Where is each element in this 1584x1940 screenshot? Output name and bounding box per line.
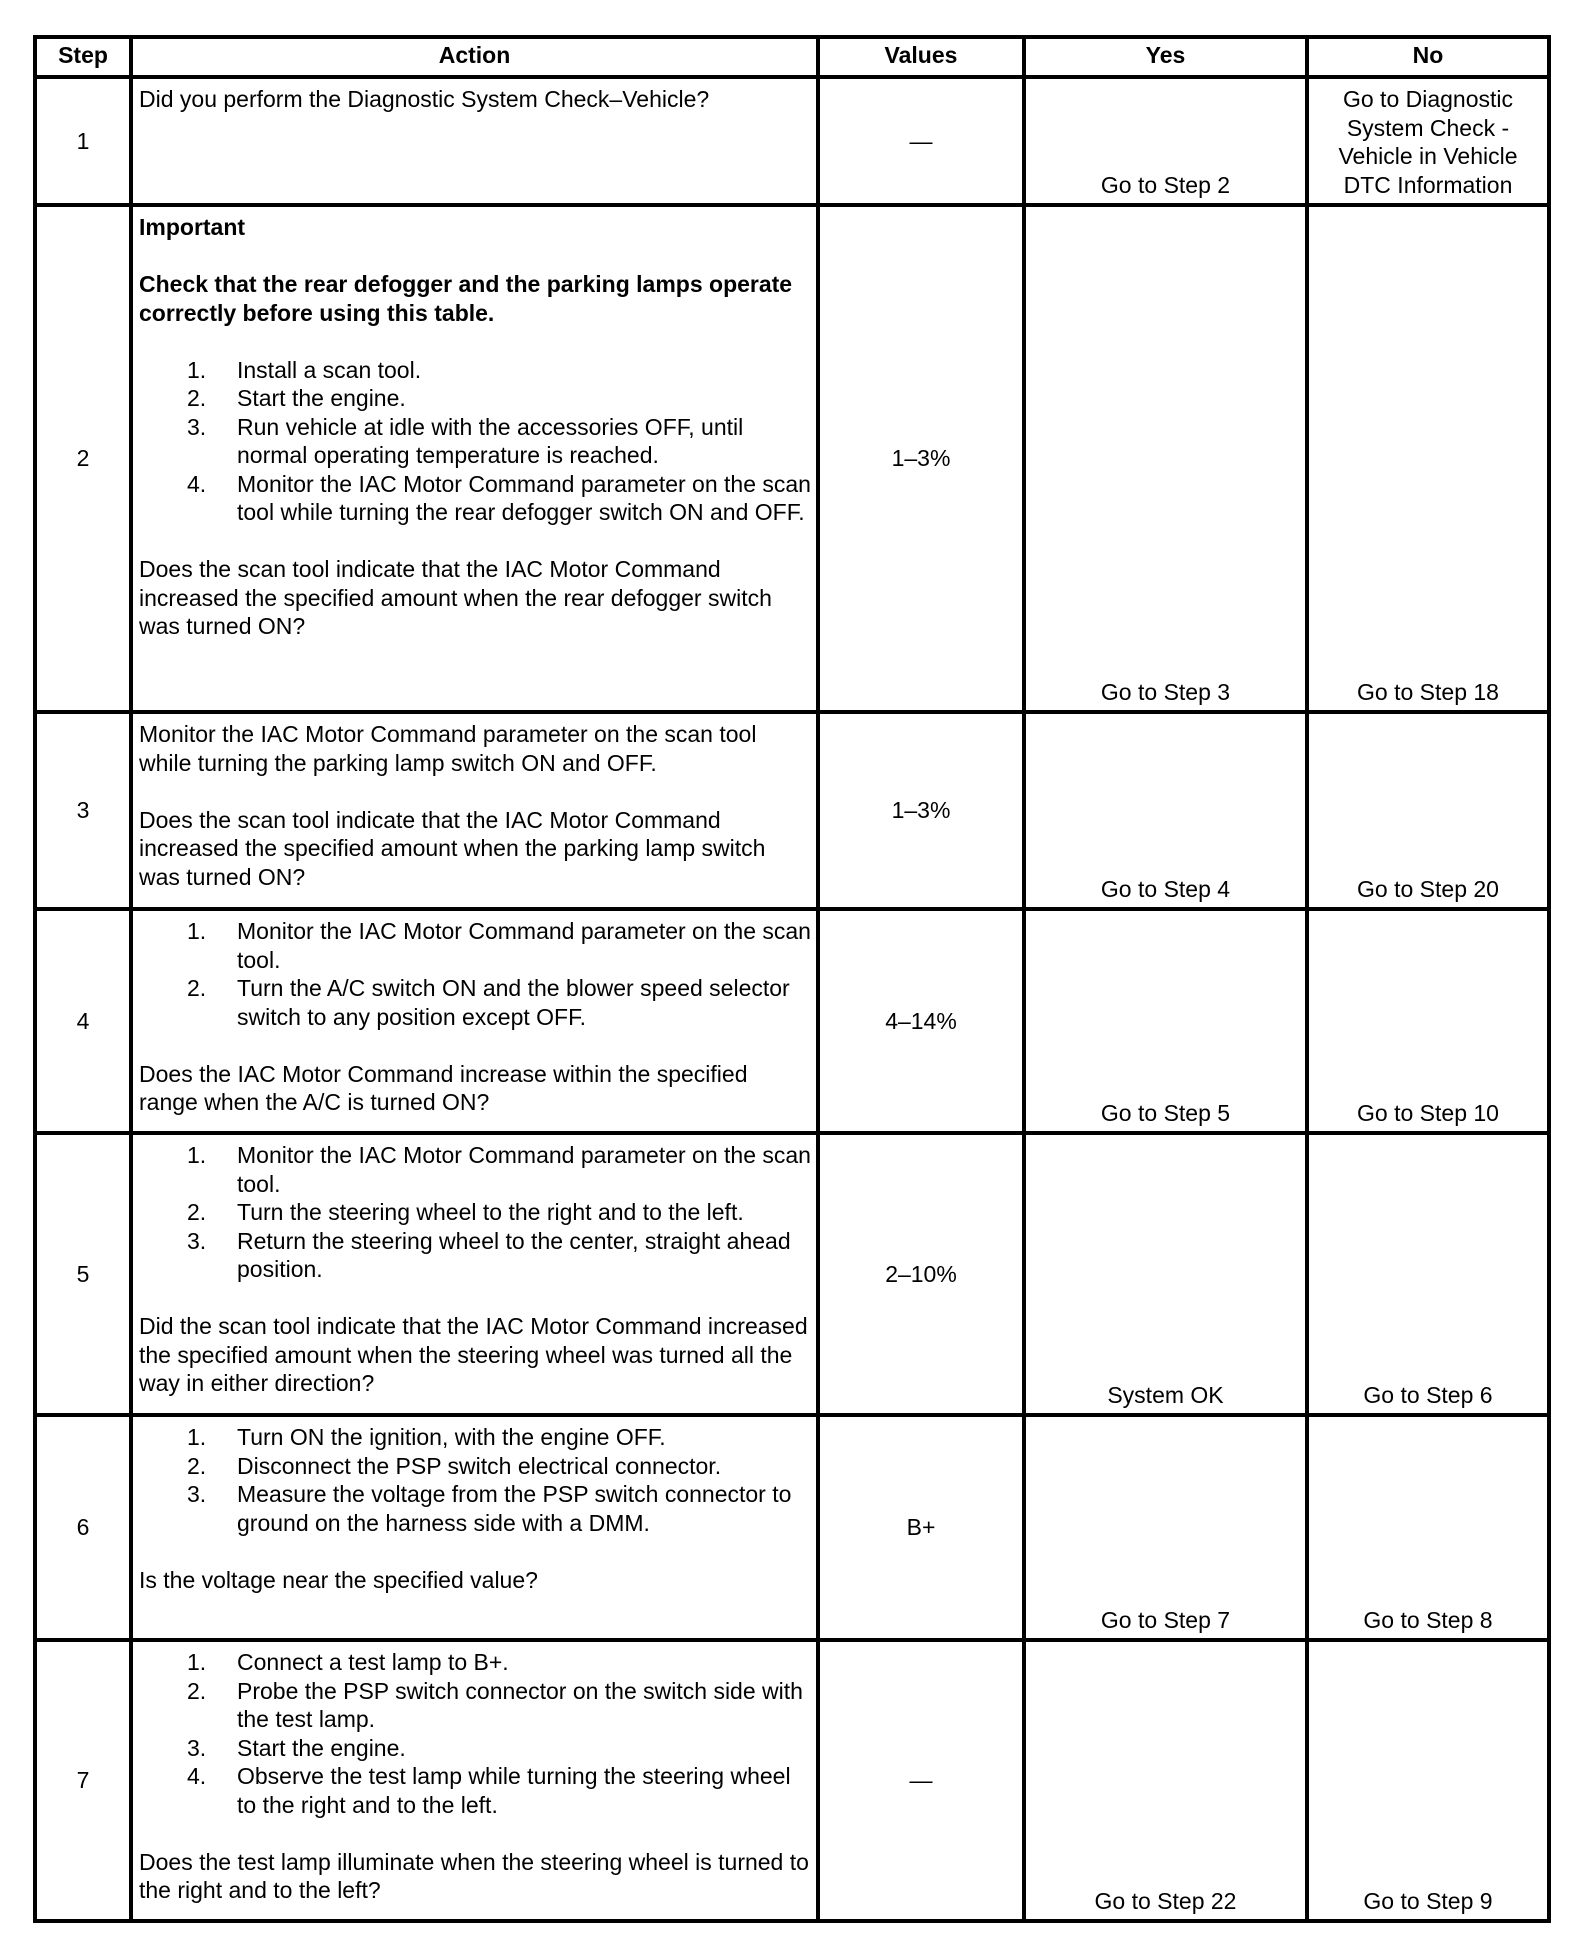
action-cell: [131, 909, 818, 1133]
list-number: 2.: [187, 1199, 207, 1225]
list-number: 4.: [187, 1763, 207, 1789]
diagnostic-table: [33, 35, 1551, 1923]
diagnostic-table-container: [33, 35, 1551, 1923]
list-number: 2.: [187, 385, 207, 411]
list-item: [139, 917, 812, 974]
list-number: 3.: [187, 413, 207, 440]
important-text: Check that the rear defogger and the parking lamps operate correctly before using this table.: [139, 271, 793, 326]
header-step: Step: [35, 37, 131, 77]
list-text: Run vehicle at idle with the accessories OFF, until normal operating temperature is reached.: [237, 413, 744, 468]
list-number: 3.: [187, 1481, 207, 1507]
action-cell: [131, 205, 818, 712]
yes-cell: Go to Step 22: [1024, 1640, 1307, 1921]
no-cell: Go to Step 9: [1307, 1640, 1549, 1921]
action-intro: Did you perform the Diagnostic System Check–Vehicle?: [139, 86, 710, 112]
list-text: Turn ON the ignition, with the engine OFF.: [237, 1424, 666, 1450]
list-item: [139, 1452, 812, 1481]
list-number: 1.: [187, 1424, 207, 1450]
yes-cell: Go to Step 2: [1024, 77, 1307, 205]
value-cell: 4–14%: [818, 909, 1024, 1133]
list-item: [139, 1141, 812, 1198]
list-number: 2.: [187, 1677, 207, 1704]
list-item: [139, 1480, 812, 1537]
list-number: 2.: [187, 1452, 207, 1479]
list-item: [139, 1677, 812, 1734]
action-question: Did the scan tool indicate that the IAC Motor Command increased the specified amount when the steering wheel was turned all the way in either direction?: [139, 1313, 808, 1396]
value-cell: —: [818, 1640, 1024, 1921]
list-item: [139, 1423, 812, 1452]
list-item: [139, 384, 812, 413]
header-values: Values: [818, 37, 1024, 77]
value-cell: —: [818, 77, 1024, 205]
yes-cell: Go to Step 5: [1024, 909, 1307, 1133]
list-text: Observe the test lamp while turning the steering wheel to the right and to the left.: [237, 1763, 791, 1818]
no-cell: Go to Step 10: [1307, 909, 1549, 1133]
list-item: [139, 974, 812, 1031]
action-question: Does the IAC Motor Command increase within the specified range when the A/C is turned ON?: [139, 1060, 748, 1115]
yes-cell: Go to Step 3: [1024, 205, 1307, 712]
value-cell: 1–3%: [818, 712, 1024, 909]
table-row: [35, 712, 1549, 909]
step-number: 2: [35, 205, 131, 712]
table-row: [35, 77, 1549, 205]
list-item: [139, 356, 812, 385]
table-row: [35, 1133, 1549, 1415]
yes-cell: Go to Step 4: [1024, 712, 1307, 909]
list-text: Disconnect the PSP switch electrical connector.: [237, 1452, 722, 1479]
list-item: [139, 1734, 812, 1763]
procedure-list: [139, 1141, 812, 1284]
yes-cell: System OK: [1024, 1133, 1307, 1415]
list-item: [139, 1762, 812, 1819]
no-cell: Go to Step 20: [1307, 712, 1549, 909]
list-item: [139, 470, 812, 527]
table-row: [35, 1640, 1549, 1921]
list-text: Monitor the IAC Motor Command parameter on the scan tool while turning the rear defogger switch ON and OFF.: [237, 470, 811, 525]
procedure-list: [139, 1423, 812, 1537]
list-number: 1.: [187, 356, 207, 383]
action-cell: [131, 1415, 818, 1640]
important-label: Important: [139, 214, 246, 240]
step-number: 1: [35, 77, 131, 205]
step-number: 7: [35, 1640, 131, 1921]
list-number: 3.: [187, 1227, 207, 1254]
list-item: [139, 1198, 812, 1227]
header-no: No: [1307, 37, 1549, 77]
list-item: [139, 413, 812, 470]
list-number: 1.: [187, 1649, 207, 1675]
list-text: Turn the A/C switch ON and the blower speed selector switch to any position except OFF.: [237, 975, 790, 1030]
list-text: Measure the voltage from the PSP switch connector to ground on the harness side with a DMM.: [237, 1481, 792, 1536]
action-cell: [131, 712, 818, 909]
table-row: [35, 1415, 1549, 1640]
header-action: Action: [131, 37, 818, 77]
list-number: 4.: [187, 470, 207, 497]
no-cell: Go to Step 18: [1307, 205, 1549, 712]
list-item: [139, 1648, 812, 1677]
action-intro: Monitor the IAC Motor Command parameter on the scan tool while turning the parking lamp switch ON and OFF.: [139, 721, 757, 776]
value-cell: B+: [818, 1415, 1024, 1640]
list-number: 1.: [187, 918, 207, 944]
list-text: Return the steering wheel to the center, straight ahead position.: [237, 1227, 791, 1282]
header-row: [35, 37, 1549, 77]
step-number: 4: [35, 909, 131, 1133]
list-text: Monitor the IAC Motor Command parameter on the scan tool.: [237, 918, 811, 973]
step-number: 5: [35, 1133, 131, 1415]
no-cell: Go to Diagnostic System Check - Vehicle in Vehicle DTC Information: [1307, 77, 1549, 205]
list-text: Probe the PSP switch connector on the switch side with the test lamp.: [237, 1677, 803, 1732]
step-number: 6: [35, 1415, 131, 1640]
list-text: Connect a test lamp to B+.: [237, 1649, 509, 1675]
list-text: Install a scan tool.: [237, 356, 422, 383]
table-row: [35, 205, 1549, 712]
action-question: Does the test lamp illuminate when the steering wheel is turned to the right and to the left?: [139, 1848, 809, 1903]
list-number: 1.: [187, 1142, 207, 1168]
list-text: Monitor the IAC Motor Command parameter on the scan tool.: [237, 1142, 811, 1197]
action-cell: [131, 77, 818, 205]
procedure-list: [139, 1648, 812, 1819]
list-text: Start the engine.: [237, 1734, 406, 1761]
no-cell: Go to Step 6: [1307, 1133, 1549, 1415]
action-cell: [131, 1133, 818, 1415]
value-cell: 1–3%: [818, 205, 1024, 712]
list-text: Start the engine.: [237, 385, 406, 411]
yes-cell: Go to Step 7: [1024, 1415, 1307, 1640]
list-number: 2.: [187, 975, 207, 1001]
action-question: Does the scan tool indicate that the IAC Motor Command increased the specified amount when the parking lamp switch was turned ON?: [139, 806, 766, 890]
action-question: Does the scan tool indicate that the IAC Motor Command increased the specified amount when the rear defogger switch was turned ON?: [139, 556, 772, 639]
action-question: Is the voltage near the specified value?: [139, 1566, 538, 1593]
table-row: [35, 909, 1549, 1133]
header-yes: Yes: [1024, 37, 1307, 77]
list-text: Turn the steering wheel to the right and to the left.: [237, 1199, 744, 1225]
list-item: [139, 1227, 812, 1284]
procedure-list: [139, 917, 812, 1031]
list-number: 3.: [187, 1734, 207, 1761]
action-cell: [131, 1640, 818, 1921]
value-cell: 2–10%: [818, 1133, 1024, 1415]
step-number: 3: [35, 712, 131, 909]
no-cell: Go to Step 8: [1307, 1415, 1549, 1640]
procedure-list: [139, 356, 812, 527]
